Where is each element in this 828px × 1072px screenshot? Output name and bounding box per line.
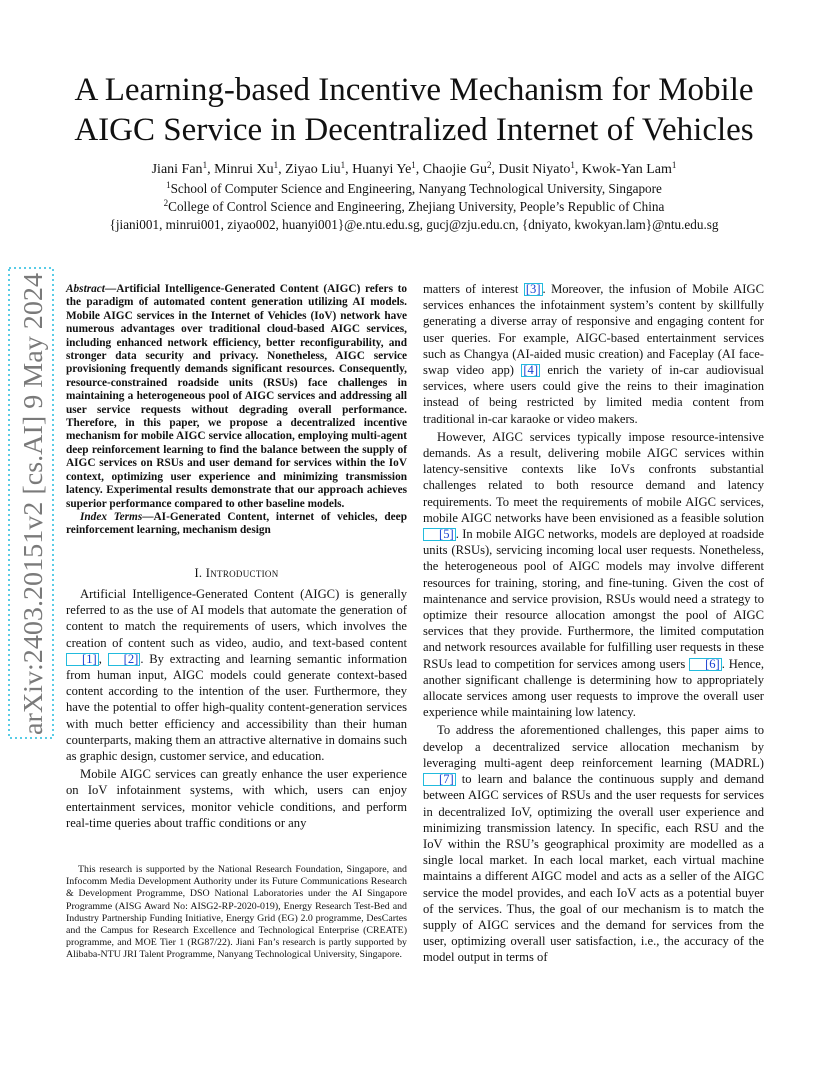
author: Dusit Niyato$^1$ bbox=[498, 160, 575, 177]
citation-link[interactable]: [3] bbox=[525, 282, 541, 296]
affiliation-1: $^1$School of Computer Science and Engineering, Nanyang Technological University, Singapore bbox=[166, 180, 662, 196]
citation-link[interactable]: [1] bbox=[66, 653, 99, 666]
section-heading: I. Introduction bbox=[194, 566, 279, 580]
citation-link[interactable]: [6] bbox=[689, 658, 722, 671]
abstract: Abstract—Artificial Intelligence-Generated Content (AIGC) refers to the paradigm of automated content generation utilizing AI models. Mobile AIGC services in the Internet of Vehicles (IoV) network have numerous advantages over traditional cloud-based AIGC services, including enhanced network efficiency, better reconfigurability, and stronger data security and privacy. Nonetheless, AIGC service provisioning frequently demands significant resources. Consequently, resource-constrained roadside units (RSUs) face challenges in maintaining a heterogeneous pool of AIGC services and addressing all user service requests without degrading overall performance. Therefore, in this paper, we propose a decentralized incentive mechanism for mobile AIGC service allocation, employing multi-agent deep reinforcement learning to find the balance between the supply of AIGC services on RSUs and user demand for services within the IoV context, optimizing user experience and minimizing transmission latency. Experimental results demonstrate that our approach achieves superior performance compared to other baseline models. bbox=[66, 283, 407, 510]
author-list: Jiani Fan$^1$, Minrui Xu$^1$, Ziyao Liu$^1$, Huanyi Ye$^1$, Chaojie Gu$^2$, Dusit Niyato$^1$, Kwok-Yan Lam$^1$ bbox=[151, 160, 677, 177]
author-emails: {jiani001, minrui001, ziyao002, huanyi001}@e.ntu.edu.sg, gucj@zju.edu.cn, {dniyato, kwokyan.lam}@ntu.edu.sg bbox=[109, 217, 719, 232]
citation-link[interactable]: [5] bbox=[423, 528, 456, 541]
right-column bbox=[423, 281, 764, 966]
right-paragraph-3: To address the aforementioned challenges, this paper aims to develop a decentralized service allocation mechanism by leveraging multi-agent deep reinforcement learning (MADRL) [7] to learn and balance the continuous supply and demand between AIGC services of RSUs and the user requests for services in decentralized IoV, optimizing the overall user experience and minimizing transmission latency. In specific, each RSU and the IoV within the RSU’s geographical proximity are modelled as a single local market. In each local market, each virtual machine maintains a different AIGC model and acts as a seller of the AIGC service the model provides, and each IoV acts as a potential buyer of the services. Thus, the goal of our mechanism is to match the supply of AIGC services and the demand for services from the user, optimizing overall user satisfaction, i.e., the accuracy of the model output in terms of bbox=[423, 723, 764, 965]
footnote: This research is supported by the National Research Foundation, Singapore, and Infocomm Media Development Authority under its Future Communications Research & Development Programme, DSO National Laboratories under the AI Singapore Programme (AISG Award No: AISG2-RP-2020-019), Energy Research Test-Bed and Industry Partnership Funding Initiative, Energy Grid (EG) 2.0 programme, DesCartes and the Campus for Research Excellence and Technological Enterprise (CREATE) programme, and MOE Tier 1 (RG87/22). Jiani Fan’s research is partly supported by Alibaba-NTU JRI Talent Programme, Nanyang Technological University, Singapore. bbox=[66, 864, 407, 961]
right-paragraph-2: However, AIGC services typically impose resource-intensive demands. As a result, delivering mobile AIGC services within latency-sensitive contexts like IoVs confronts substantial challenges related to both resource demand and latency requirements. To meet the requirements of mobile AIGC services, mobile AIGC networks have been envisioned as a feasible solution [5] . In mobile AIGC networks, models are deployed at roadside units (RSUs), servicing incoming local user requests. Nonetheless, the heterogeneous pool of AIGC models may involve different resources for training, storing, and fine-tuning. Given the cost of maintenance and service provision, RSUs would need a strategy to optimize their resource allocation amongst the pool of AIGC services that they provide. Furthermore, the limited computation and network resources available for fulfilling user requests in these RSUs lead to competition for services among users [6] . Hence, another significant challenge is determining how to appropriately allocate services among user requests to improve the overall user experience while maintaining low latency. bbox=[423, 429, 764, 720]
author: Minrui Xu$^1$ bbox=[214, 160, 279, 177]
intro-paragraph-1: Artificial Intelligence-Generated Content (AIGC) is generally referred to as the use of AI models that automate the generation of content to match the requirements of users, which involves the creation of content such as video, audio, and text-based content [1] , [2] . By extracting and learning semantic information from human input, AIGC models could generate context-based content according to the intention of the user. Furthermore, they have the potential to offer high-quality content-generation services with much better efficiency and accessibility than their human counterparts, making them an attractive alternative in domains such as graphic design, customer service, and education. bbox=[66, 587, 408, 764]
paper-title: A Learning-based Incentive Mechanism for Mobile AIGC Service in Decentralized Internet of Vehicles bbox=[74, 72, 754, 148]
author: Jiani Fan$^1$ bbox=[151, 160, 208, 177]
affiliation-2: $^2$College of Control Science and Engineering, Zhejiang University, People’s Republic of China bbox=[163, 198, 665, 214]
author: Huanyi Ye$^1$ bbox=[352, 160, 416, 177]
index-terms: Index Terms—AI-Generated Content, internet of vehicles, deep reinforcement learning, mechanism design bbox=[66, 510, 407, 537]
citation-link[interactable]: [4] bbox=[523, 363, 539, 378]
citation-link[interactable]: [2] bbox=[108, 653, 141, 666]
left-column bbox=[66, 283, 407, 538]
intro-paragraph-2: Mobile AIGC services can greatly enhance the user experience on IoV infotainment systems, with which, users can enjoy entertainment services, monitor vehicle conditions, and perform real-time queries about traffic conditions or any bbox=[66, 767, 407, 830]
arxiv-stamp[interactable] bbox=[7, 267, 55, 739]
author: Kwok-Yan Lam$^1$ bbox=[581, 160, 677, 177]
arxiv-stamp-text: arXiv:2403.20151v2 [cs.AI] 9 May 2024 bbox=[17, 282, 48, 735]
intro-left bbox=[66, 586, 407, 831]
right-paragraph-1: matters of interest [3] . Moreover, the infusion of Mobile AIGC services enhances the infotainment system’s content by skillfully generating a diverse array of responsive and engaging content for user queries. For example, AIGC-based entertainment services such as Changya (AI-aided music creation) and Faceplay (AI face-swap video app) [4] enrich the variety of in-car audiovisual services, where users could give the reins to their imagination instead of being restricted by limited media content from traditional in-car karaoke or video makers. bbox=[423, 282, 765, 426]
author: Ziyao Liu$^1$ bbox=[285, 160, 346, 177]
author: Chaojie Gu$^2$ bbox=[422, 160, 492, 177]
citation-link[interactable]: [7] bbox=[423, 773, 456, 786]
